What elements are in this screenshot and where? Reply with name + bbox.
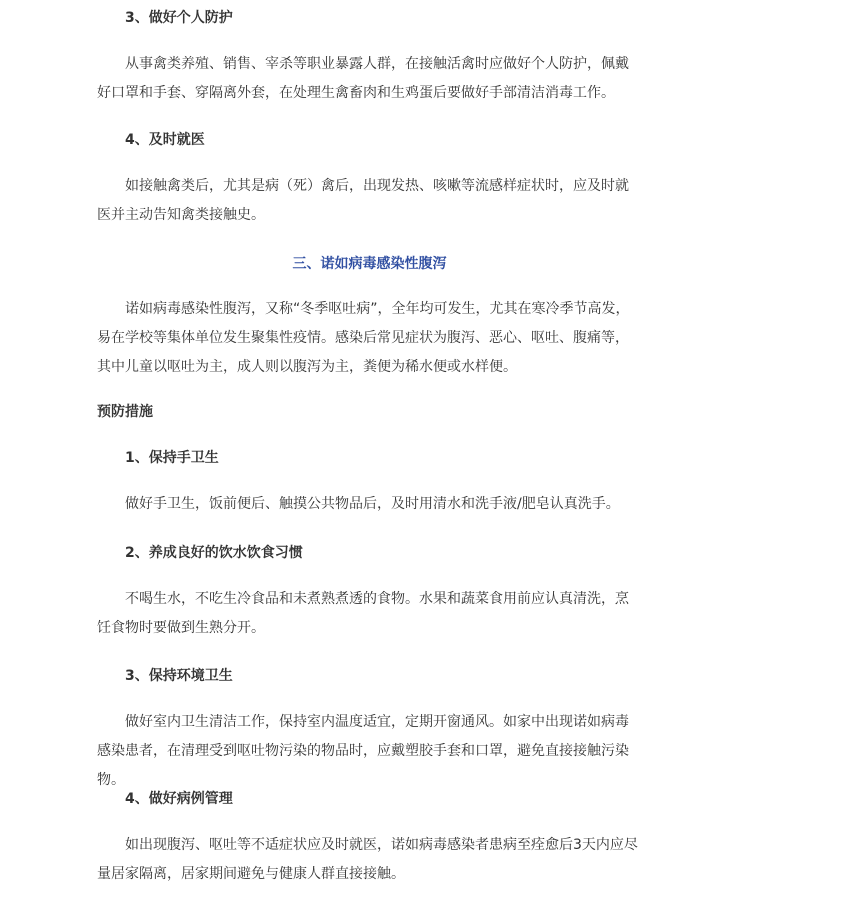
- paragraph-drinking-eating-habits: 不喝生水，不吃生冷食品和未煮熟煮透的食物。水果和蔬菜食用前应认真清洗，烹饪食物时要做到生熟分开。: [97, 591, 629, 636]
- heading-drinking-eating-habits: 2、养成良好的饮水饮食习惯: [125, 545, 303, 561]
- paragraph-hand-hygiene: 做好手卫生，饭前便后、触摸公共物品后，及时用清水和洗手液/肥皂认真洗手。: [125, 496, 620, 512]
- heading-environmental-hygiene: 3、保持环境卫生: [125, 668, 233, 684]
- heading-seek-medical-care: 4、及时就医: [125, 132, 205, 148]
- heading-case-management: 4、做好病例管理: [125, 791, 233, 807]
- paragraph-case-management: 如出现腹泻、呕吐等不适症状应及时就医，诺如病毒感染者患病至痊愈后3天内应尽量居家隔离，居家期间避免与健康人群直接接触。: [97, 837, 638, 882]
- heading-prevention-measures: 预防措施: [97, 404, 153, 420]
- paragraph-environmental-hygiene: 做好室内卫生清洁工作，保持室内温度适宜，定期开窗通风。如家中出现诺如病毒感染患者，在清理受到呕吐物污染的物品时，应戴塑胶手套和口罩，避免直接接触污染物。: [97, 714, 629, 788]
- paragraph-seek-medical-care: 如接触禽类后，尤其是病（死）禽后，出现发热、咳嗽等流感样症状时，应及时就医并主动告知禽类接触史。: [97, 178, 629, 223]
- section-title-norovirus: 三、诺如病毒感染性腹泻: [292, 256, 447, 272]
- paragraph-personal-protection: 从事禽类养殖、销售、宰杀等职业暴露人群，在接触活禽时应做好个人防护，佩戴好口罩和手套、穿隔离外套，在处理生禽畜肉和生鸡蛋后要做好手部清洁消毒工作。: [97, 56, 629, 101]
- heading-hand-hygiene: 1、保持手卫生: [125, 450, 219, 466]
- paragraph-norovirus-intro: 诺如病毒感染性腹泻，又称“冬季呕吐病”，全年均可发生，尤其在寒冷季节高发，易在学校等集体单位发生聚集性疫情。感染后常见症状为腹泻、恶心、呕吐、腹痛等，其中儿童以呕吐为主，成人则以腹泻为主，粪便为稀水便或水样便。: [97, 301, 630, 375]
- heading-personal-protection: 3、做好个人防护: [125, 10, 233, 26]
